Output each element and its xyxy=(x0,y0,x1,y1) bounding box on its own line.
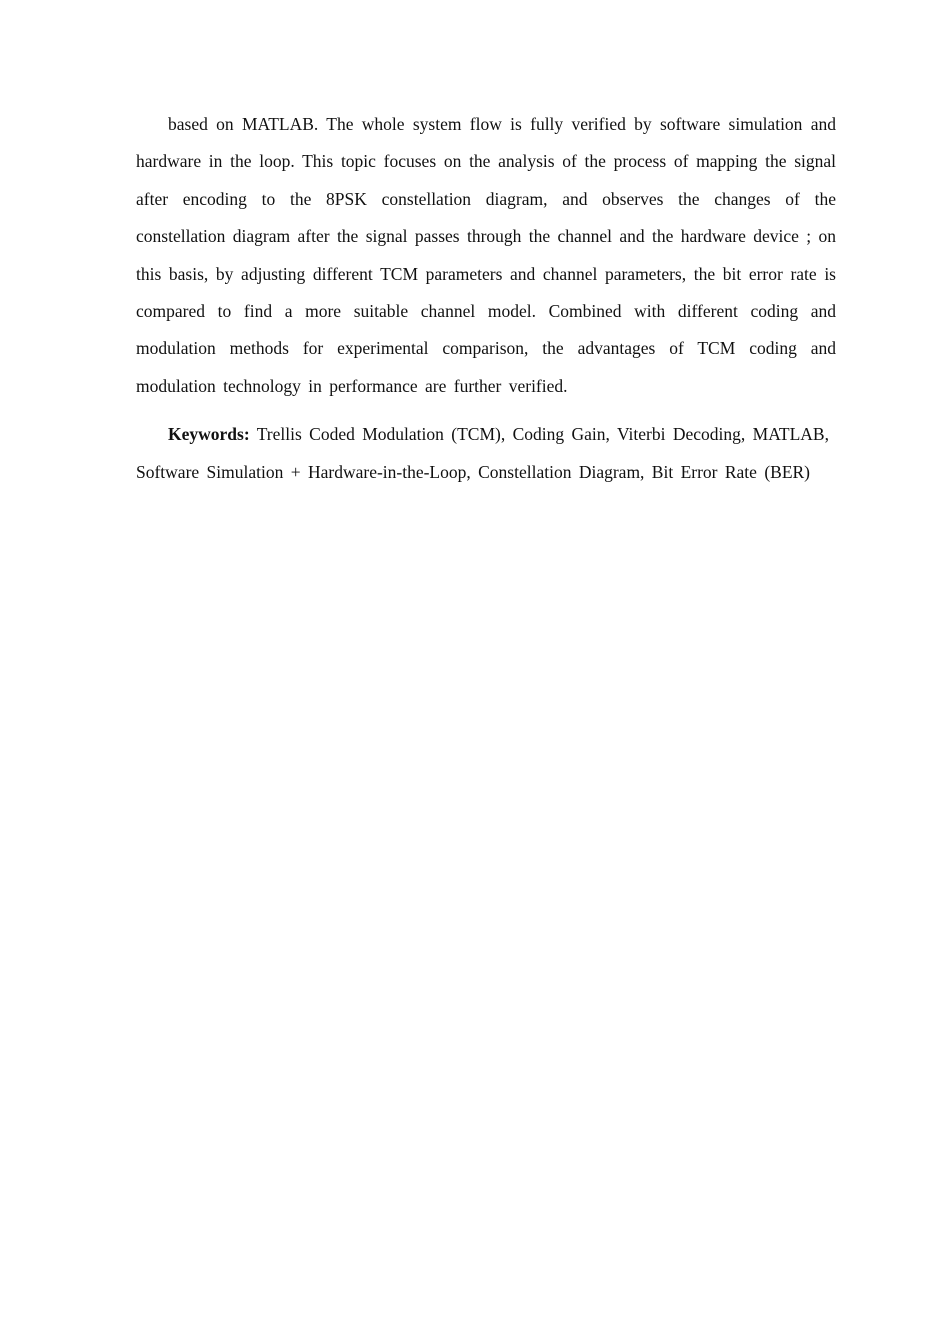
keywords-label: Keywords: xyxy=(168,424,250,445)
abstract-paragraph: based on MATLAB. The whole system flow is fully verified by software simulation and hardware in the loop. This topic focuses on the analysis of the process of mapping the signal after encoding to the 8PSK constellation diagram, and observes the changes of the constellation diagram after the signal passes through the channel and the hardware device ; on this basis, by adjusting different TCM parameters and channel parameters, the bit error rate is compared to find a more suitable channel model. Combined with different coding and modulation methods for experimental comparison, the advantages of TCM coding and modulation technology in performance are further verified. xyxy=(136,114,836,396)
keywords-paragraph xyxy=(136,416,830,491)
abstract-content xyxy=(136,106,836,491)
keywords-text: Trellis Coded Modulation (TCM), Coding Gain, Viterbi Decoding, MATLAB, Software Simulation + Hardware-in-the-Loop, Constellation Diagram, Bit Error Rate (BER) xyxy=(136,424,829,482)
